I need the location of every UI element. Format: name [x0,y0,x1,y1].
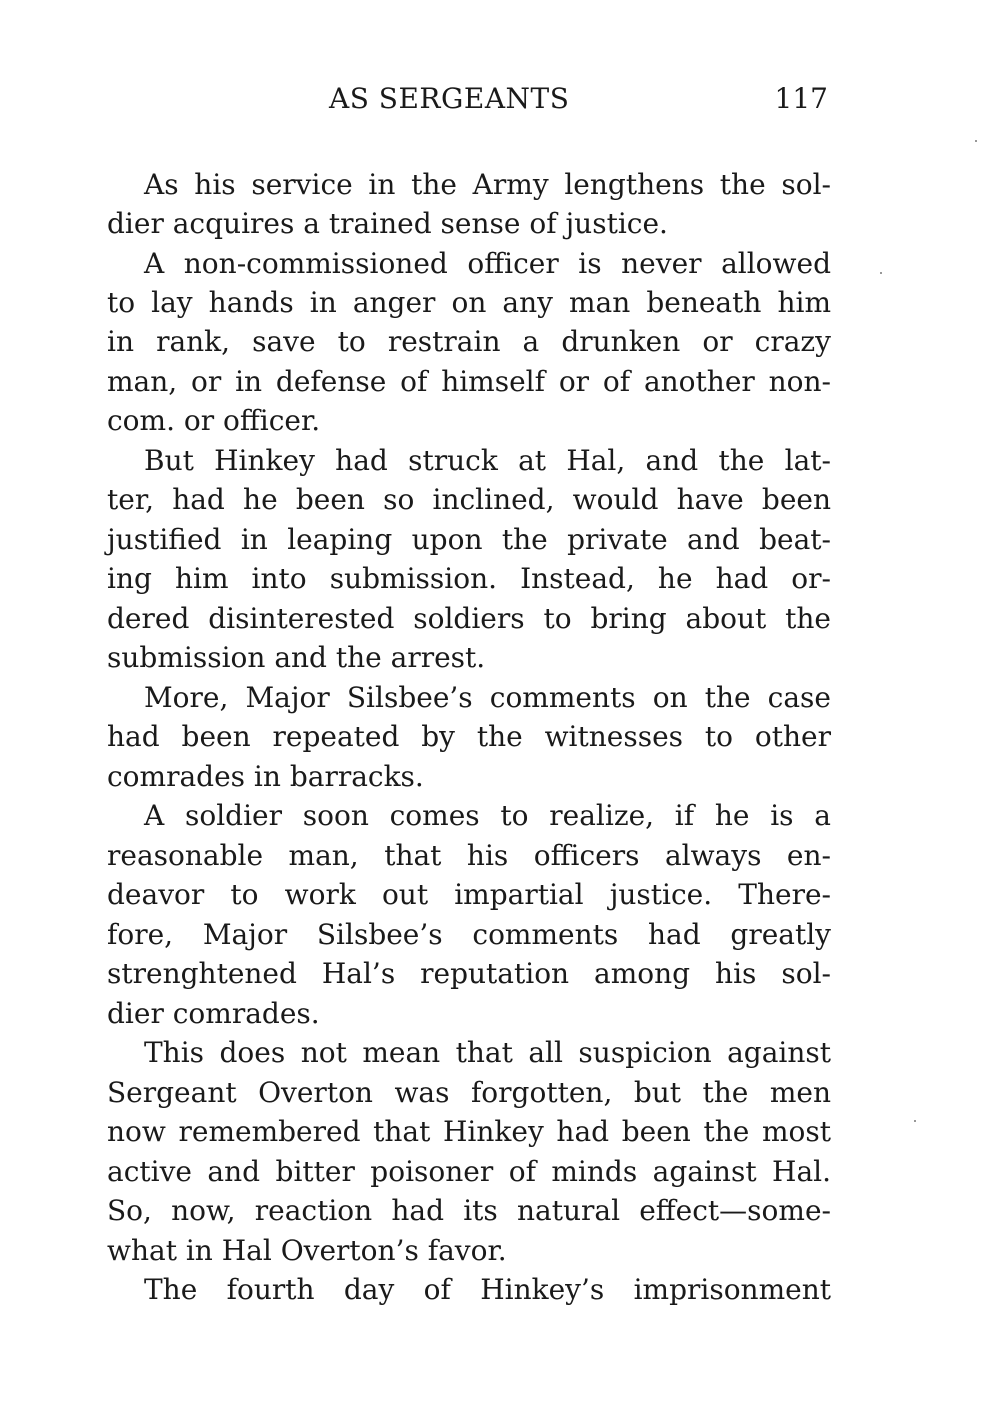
text-line: active and bitter poisoner of minds against Hal. [107,1155,831,1188]
text-line: A non-commissioned officer is never allowed [144,247,831,280]
text-line: ing him into submission. Instead, he had or- [107,562,831,595]
text-line: Sergeant Overton was forgotten, but the men [107,1076,831,1109]
running-header [107,82,830,126]
text-line: submission and the arrest. [107,641,486,674]
text-line: ter, had he been so inclined, would have been [107,483,831,516]
text-line: what in Hal Overton’s favor. [107,1234,507,1267]
text-line: to lay hands in anger on any man beneath him [107,286,831,319]
text-line: now remembered that Hinkey had been the most [107,1115,831,1148]
scan-speck [880,272,882,274]
text-line: So, now, reaction had its natural effect—some- [107,1194,831,1227]
text-line: com. or officer. [107,404,321,437]
running-title: AS SERGEANTS [329,82,570,115]
scan-speck [914,1120,916,1122]
text-line: A soldier soon comes to realize, if he is a [144,799,831,832]
text-line: dered disinterested soldiers to bring about the [107,602,831,635]
text-line: This does not mean that all suspicion against [144,1036,831,1069]
text-line: fore, Major Silsbee’s comments had greatly [107,918,831,951]
page-number: 117 [774,82,828,115]
text-line: dier acquires a trained sense of justice. [107,207,668,240]
text-line: The fourth day of Hinkey’s imprisonment [144,1273,831,1306]
text-line: deavor to work out impartial justice. There- [107,878,831,911]
text-line: justified in leaping upon the private and beat- [107,523,831,556]
text-line: reasonable man, that his officers always en- [107,839,831,872]
scan-speck [975,140,977,142]
text-line: in rank, save to restrain a drunken or crazy [107,325,831,358]
text-line: As his service in the Army lengthens the sol- [144,168,831,201]
text-line: But Hinkey had struck at Hal, and the lat- [144,444,831,477]
text-line: comrades in barracks. [107,760,424,793]
text-line: More, Major Silsbee’s comments on the case [144,681,831,714]
text-line: man, or in defense of himself or of another non- [107,365,831,398]
text-line: dier comrades. [107,997,320,1030]
text-line: had been repeated by the witnesses to other [107,720,831,753]
text-line: strenghtened Hal’s reputation among his sol- [107,957,831,990]
